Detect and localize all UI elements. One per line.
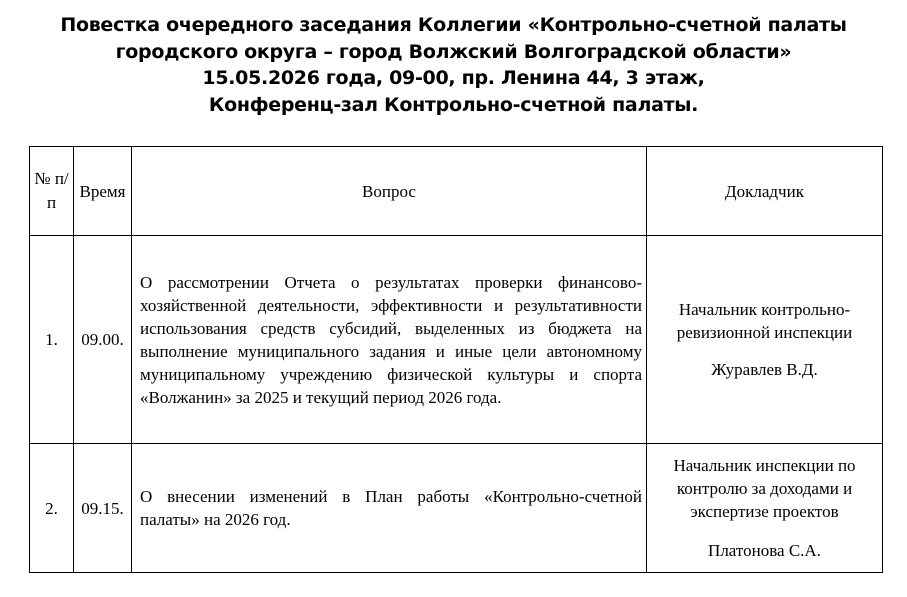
speaker-position: Начальник контрольно-ревизионной инспекции [676,300,853,342]
title-line-2: городского округа – город Волжский Волгоградской области» [115,40,792,63]
row-topic: О внесении изменений в План работы «Контрольно-счетной палаты» на 2026 год. [132,444,647,573]
row-time: 09.00. [74,236,132,444]
speaker-name: Платонова С.А. [708,541,821,560]
table-row [30,444,883,573]
agenda-table [29,146,883,573]
page-title [0,12,907,118]
title-line-3: 15.05.2026 года, 09-00, пр. Ленина 44, 3 этаж, [202,67,705,89]
speaker-name: Журавлев В.Д. [711,360,818,379]
row-time: 09.15. [74,444,132,573]
row-num: 2. [30,444,74,573]
row-num: 1. [30,236,74,444]
table-header-row [30,147,883,236]
table-row [30,236,883,444]
header-num: № п/п [30,147,74,236]
header-speaker: Докладчик [647,147,883,236]
speaker-position: Начальник инспекции по контролю за доходами и экспертизе проектов [673,456,856,521]
row-speaker [647,444,883,573]
row-topic: О рассмотрении Отчета о результатах проверки финансово-хозяйственной деятельности, эффективности и результативности использования средств субсидий, выделенных из бюджета на выполнение муниципального задания и иные цели автономному муниципальному учреждению физической культуры и спорта «Волжанин» за 2025 и текущий период 2026 года. [132,236,647,444]
header-time: Время [74,147,132,236]
title-line-1: Повестка очередного заседания Коллегии «Контрольно-счетной палаты [60,14,847,36]
row-speaker [647,236,883,444]
header-topic: Вопрос [132,147,647,236]
title-line-4: Конференц-зал Контрольно-счетной палаты. [208,93,699,116]
